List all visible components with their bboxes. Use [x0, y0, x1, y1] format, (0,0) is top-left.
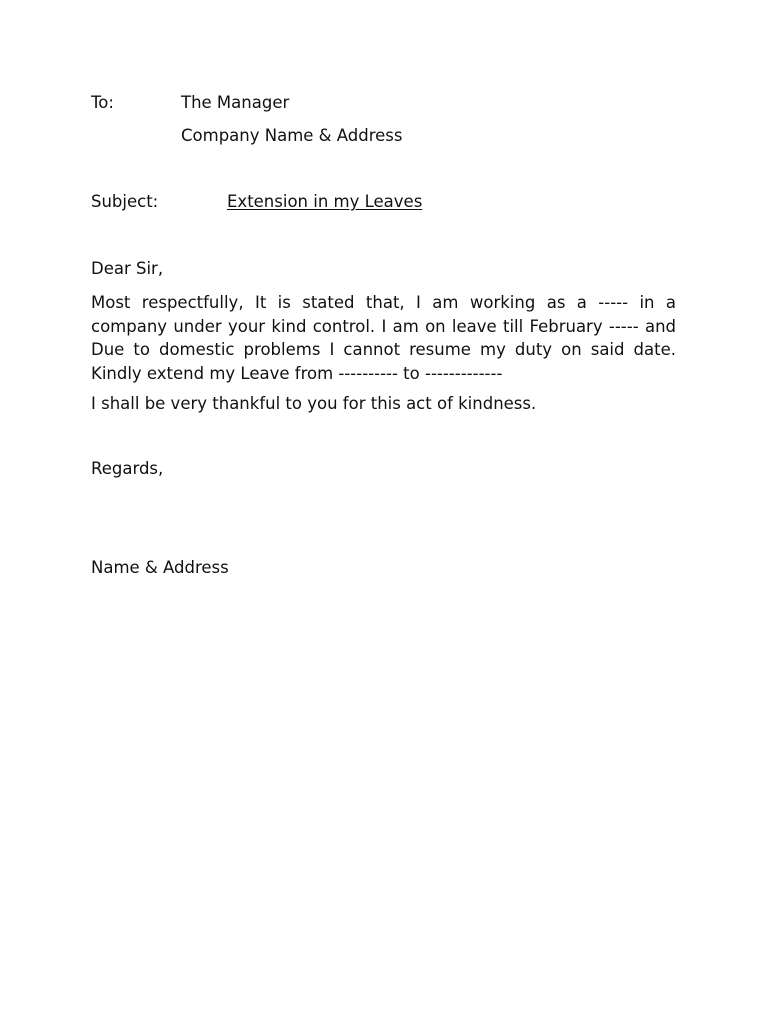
- to-label: To:: [91, 93, 114, 112]
- subject-label: Subject:: [91, 192, 159, 211]
- body-paragraph: Most respectfully, It is stated that, I am working as a ----- in a company under your kind control. I am on leave till February ----- and Due to domestic problems I cannot resume my duty on said date. Kindly extend my Leave from ---------- to -------------: [91, 293, 676, 383]
- thanks-line: I shall be very thankful to you for this act of kindness.: [91, 394, 537, 413]
- closing: Regards,: [91, 459, 164, 478]
- recipient-name: The Manager: [181, 93, 290, 112]
- salutation: Dear Sir,: [91, 259, 164, 278]
- signature-block: Name & Address: [91, 558, 229, 577]
- subject-text: Extension in my Leaves: [227, 192, 423, 211]
- recipient-address: Company Name & Address: [181, 126, 403, 145]
